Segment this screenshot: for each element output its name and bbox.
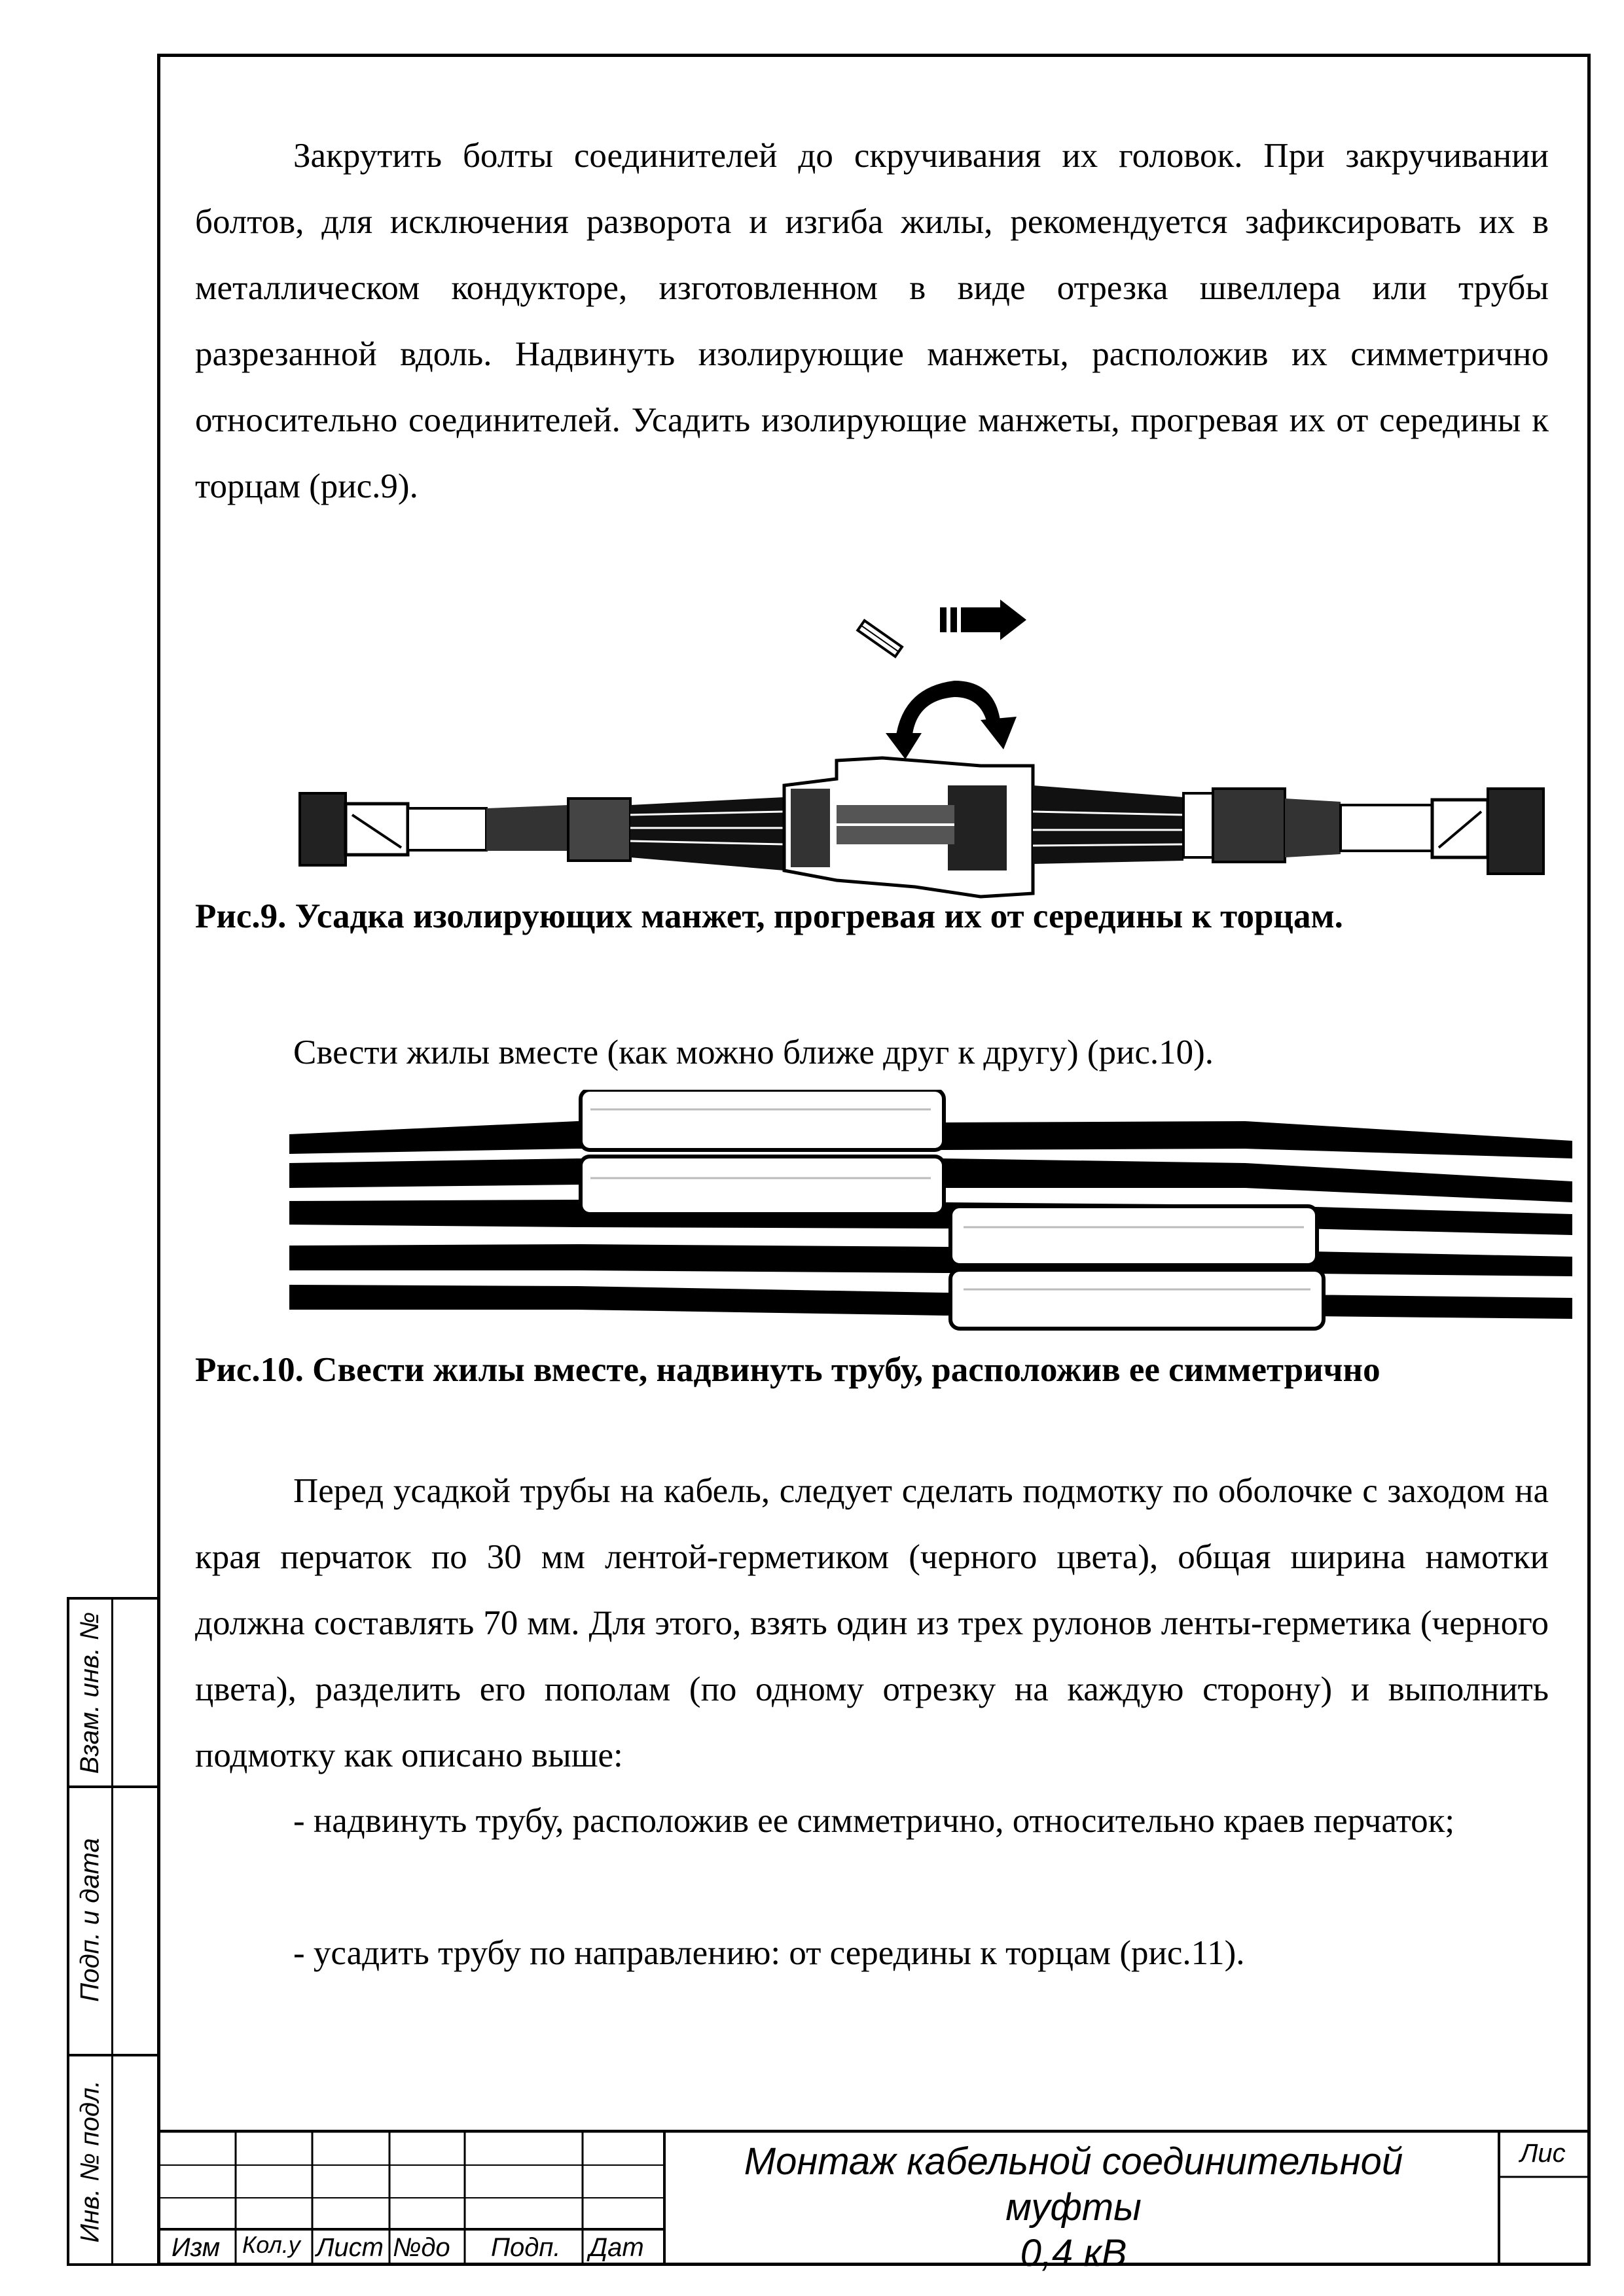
figure-9-cable-joint: [293, 589, 1576, 903]
stamp-col-list: Лист: [316, 2233, 384, 2262]
figure-10-caption: Рис.10. Свести жилы вместе, надвинуть трубу, расположив ее симметрично: [195, 1351, 1380, 1389]
paragraph-5: - усадить трубу по направлению: от середины к торцам (рис.11).: [293, 1934, 1245, 1972]
direction-arrow-icon: [940, 600, 1026, 640]
figure-9-caption: Рис.9. Усадка изолирующих манжет, прогревая их от середины к торцам.: [195, 897, 1343, 935]
paragraph-2: Свести жилы вместе (как можно ближе друг к другу) (рис.10).: [293, 1033, 1214, 1071]
side-stamp-column: [67, 1597, 157, 2266]
title-block: [157, 2130, 1591, 2274]
sheet-label: Лис: [1520, 2139, 1566, 2168]
stamp-col-date: Дат: [589, 2233, 644, 2262]
cores-brought-together-illustration: [289, 1090, 1572, 1338]
paragraph-1: Закрутить болты соединителей до скручивания их головок. При закручивании болтов, для исключения разворота и изгиба жилы, рекомендуется зафиксировать их в металлическом кондукторе, изготовленном в виде отрезка швеллера или трубы разрезанной вдоль. Надвинуть изолирующие манжеты, расположив их симметрично относительно соединителей. Усадить изолирующие манжеты, прогревая их от середины к торцам (рис.9).: [195, 137, 1549, 505]
document-title-line-2: 0,4 кВ: [1020, 2232, 1127, 2274]
podp-data-label: Подп. и дата: [75, 1837, 105, 2002]
document-title-line-1: Монтаж кабельной соединительной муфты: [744, 2140, 1403, 2229]
inv-podl-label: Инв. № подл.: [75, 2079, 105, 2243]
vzam-inv-label: Взам. инв. №: [75, 1611, 105, 1774]
paragraph-3: Перед усадкой трубы на кабель, следует сделать подмотку по оболочке с заходом на края перчаток по 30 мм лентой-герметиком (черного цвета), общая ширина намотки должна составлять 70 мм. Для этого, взять один из трех рулонов ленты-герметика (черного цвета), разделить его пополам (по одному отрезку на каждую сторону) и выполнить подмотку как описано выше:: [195, 1472, 1549, 1774]
stamp-col-izm: Изм: [171, 2233, 221, 2262]
side-column-divider: [111, 1600, 113, 2263]
document-title: [674, 2139, 1473, 2276]
tool-icon: [857, 620, 902, 656]
stamp-col-kolu: Кол.у: [242, 2231, 300, 2258]
stamp-col-podp: Подп.: [491, 2233, 561, 2262]
rotation-arrows-icon: [886, 681, 1017, 759]
stamp-col-ndoc: №до: [393, 2233, 450, 2262]
figure-10-cores: [289, 1090, 1572, 1338]
paragraph-4: - надвинуть трубу, расположив ее симметрично, относительно краев перчаток;: [293, 1802, 1455, 1840]
cable-joint-heat-shrink-illustration: [293, 589, 1576, 903]
